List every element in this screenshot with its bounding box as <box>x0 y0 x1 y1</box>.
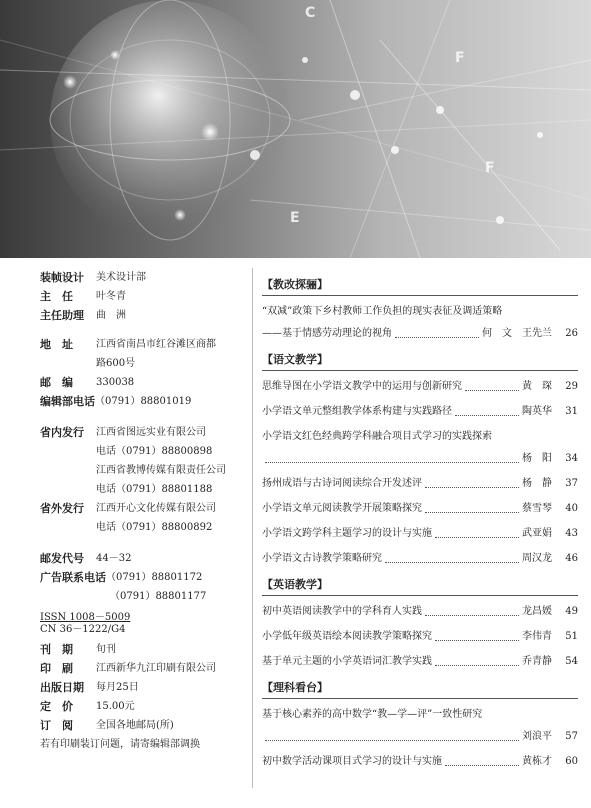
office-phone-value: （0791）88801019 <box>95 396 192 407</box>
leader-dots <box>455 415 519 416</box>
domestic-1-name: 江西省图远实业有限公司 <box>96 427 206 438</box>
toc-entry-title: 小学语文单元整组教学体系构建与实践路径 <box>262 406 452 417</box>
toc-entry-title: 扬州成语与古诗词阅读综合开发述评 <box>262 478 422 489</box>
print-value: 江西新华九江印刷有限公司 <box>96 663 216 674</box>
date-value: 每月25日 <box>96 682 139 693</box>
toc-entry-page: 51 <box>565 631 578 642</box>
toc-entry-author: 刘浪平 <box>522 731 552 742</box>
toc-entry-title: 初中英语阅读教学中的学科育人实践 <box>262 606 422 617</box>
toc-entry-author: 李伟青 <box>522 631 552 642</box>
toc-entry-title: 基于单元主题的小学英语词汇教学实践 <box>262 656 432 667</box>
outside-1-phone: 电话（0791）88800892 <box>96 522 213 533</box>
toc-entry-page: 26 <box>565 328 578 339</box>
leader-dots <box>425 512 519 513</box>
toc-entry-page: 57 <box>565 731 578 742</box>
toc-entry[interactable] <box>262 551 578 567</box>
period-value: 旬刊 <box>96 644 116 655</box>
domestic-2-name: 江西省教博传媒有限责任公司 <box>96 465 226 476</box>
hero-letter: F <box>455 50 465 66</box>
toc-entry-title: 小学语文跨学科主题学习的设计与实施 <box>262 528 432 539</box>
toc-entry[interactable] <box>262 707 578 745</box>
leader-dots <box>395 337 479 338</box>
toc-entry-title: 小学语文红色经典跨学科融合项目式学习的实践探索 <box>262 431 492 442</box>
toc-entry-author: 周汉龙 <box>522 553 552 564</box>
toc-entry-author: 杨 阳 <box>522 453 552 464</box>
toc-entry-title: 基于核心素养的高中数学“教—学—评”一致性研究 <box>262 709 483 720</box>
toc-entry-title: 小学语文古诗教学策略研究 <box>262 553 382 564</box>
toc-section-heading: 【理科看台】 <box>262 679 578 699</box>
date-label: 出版日期 <box>40 681 84 694</box>
toc-entry-title: “双减”政策下乡村教师工作负担的现实表征及调适策略 <box>262 306 503 317</box>
toc-entry-title: 初中数学活动课项目式学习的设计与实施 <box>262 756 442 767</box>
toc-entry-page: 54 <box>565 656 578 667</box>
toc-entry-author: 杨 静 <box>522 478 552 489</box>
hero-letter: F <box>485 160 495 176</box>
toc-entry[interactable] <box>262 604 578 620</box>
toc-entry-author: 武亚娟 <box>522 528 552 539</box>
address-value-1: 江西省南昌市红谷滩区商都 <box>96 339 216 350</box>
toc-entry[interactable] <box>262 654 578 670</box>
toc-entry[interactable] <box>262 754 578 770</box>
toc-entry[interactable] <box>262 404 578 420</box>
toc-entry-page: 31 <box>565 406 578 417</box>
leader-dots <box>425 615 519 616</box>
toc-section-heading: 【英语教学】 <box>262 576 578 596</box>
toc-entry-author: 黄栋才 <box>522 756 552 767</box>
cover-banner-image <box>0 0 591 258</box>
leader-dots <box>465 390 519 391</box>
toc-entry-page: 43 <box>565 528 578 539</box>
domestic-label: 省内发行 <box>40 426 84 439</box>
assistant-label: 主任助理 <box>40 309 84 322</box>
toc-entry[interactable] <box>262 429 578 467</box>
issn: ISSN 1008－5009 <box>40 612 131 623</box>
toc-entry-author: 陶英华 <box>522 406 552 417</box>
subscribe-value: 全国各地邮局(所) <box>96 720 174 731</box>
office-phone-label: 编辑部电话 <box>40 395 95 408</box>
leader-dots <box>435 640 519 641</box>
mail-code-value: 44－32 <box>96 553 132 564</box>
outside-label: 省外发行 <box>40 502 84 515</box>
cn: CN 36－1222/G4 <box>40 624 126 635</box>
toc-entry-page: 29 <box>565 381 578 392</box>
hero-letter: C <box>305 5 316 21</box>
toc-entry-author: 龙昌媛 <box>522 606 552 617</box>
leader-dots <box>445 765 519 766</box>
outside-1-name: 江西开心文化传媒有限公司 <box>96 503 216 514</box>
toc-entry-title: 小学语文单元阅读教学开展策略探究 <box>262 503 422 514</box>
toc-entry-author: 黄 琛 <box>522 381 552 392</box>
leader-dots <box>265 462 519 463</box>
toc-entry-title: 小学低年级英语绘本阅读教学策略探究 <box>262 631 432 642</box>
subscribe-label: 订 阅 <box>40 719 73 732</box>
director-label: 主 任 <box>40 290 73 303</box>
print-note: 若有印刷装订问题，请寄编辑部调换 <box>40 739 200 750</box>
print-label: 印 刷 <box>40 662 73 675</box>
toc-entry[interactable] <box>262 476 578 492</box>
toc-entry[interactable] <box>262 526 578 542</box>
ad-phone-1: （0791）88801172 <box>106 572 203 583</box>
toc-entry[interactable] <box>262 304 578 342</box>
director-value: 叶冬青 <box>96 291 126 302</box>
period-label: 刊 期 <box>40 643 73 656</box>
toc-entry-page: 40 <box>565 503 578 514</box>
price-label: 定 价 <box>40 700 73 713</box>
address-value-2: 路600号 <box>96 358 136 369</box>
postcode-label: 邮 编 <box>40 376 73 389</box>
table-of-contents <box>262 270 578 779</box>
toc-entry-author: 乔青静 <box>522 656 552 667</box>
design-value: 美术设计部 <box>96 272 146 283</box>
toc-entry-page: 60 <box>565 756 578 767</box>
toc-entry-page: 46 <box>565 553 578 564</box>
domestic-1-phone: 电话（0791）88800898 <box>96 446 213 457</box>
toc-entry-author: 蔡雪琴 <box>522 503 552 514</box>
domestic-2-phone: 电话（0791）88801188 <box>96 484 213 495</box>
address-label: 地 址 <box>40 338 73 351</box>
price-value: 15.00元 <box>96 701 135 712</box>
toc-section-heading: 【语文教学】 <box>262 351 578 371</box>
ad-phone-2: （0791）88801177 <box>110 591 207 602</box>
toc-section-heading: 【教改探骊】 <box>262 276 578 296</box>
mail-code-label: 邮发代号 <box>40 552 84 565</box>
assistant-value: 曲 洲 <box>96 310 126 321</box>
ad-phone-label: 广告联系电话 <box>40 571 106 584</box>
toc-entry-title: 思维导图在小学语文教学中的运用与创新研究 <box>262 381 462 392</box>
leader-dots <box>385 562 519 563</box>
toc-entry[interactable] <box>262 629 578 645</box>
toc-entry-page: 37 <box>565 478 578 489</box>
toc-entry-subtitle: ——基于情感劳动理论的视角 <box>262 328 392 339</box>
leader-dots <box>435 537 519 538</box>
toc-entry[interactable] <box>262 379 578 395</box>
toc-entry[interactable] <box>262 501 578 517</box>
leader-dots <box>425 487 519 488</box>
leader-dots <box>435 665 519 666</box>
colophon <box>40 268 255 750</box>
hero-letter: E <box>290 210 300 226</box>
leader-dots <box>265 740 519 741</box>
toc-entry-author: 何 文 王先兰 <box>482 328 552 339</box>
design-label: 装帧设计 <box>40 271 84 284</box>
toc-entry-page: 34 <box>565 453 578 464</box>
toc-entry-page: 49 <box>565 606 578 617</box>
postcode-value: 330038 <box>96 377 135 388</box>
column-divider <box>252 268 253 788</box>
